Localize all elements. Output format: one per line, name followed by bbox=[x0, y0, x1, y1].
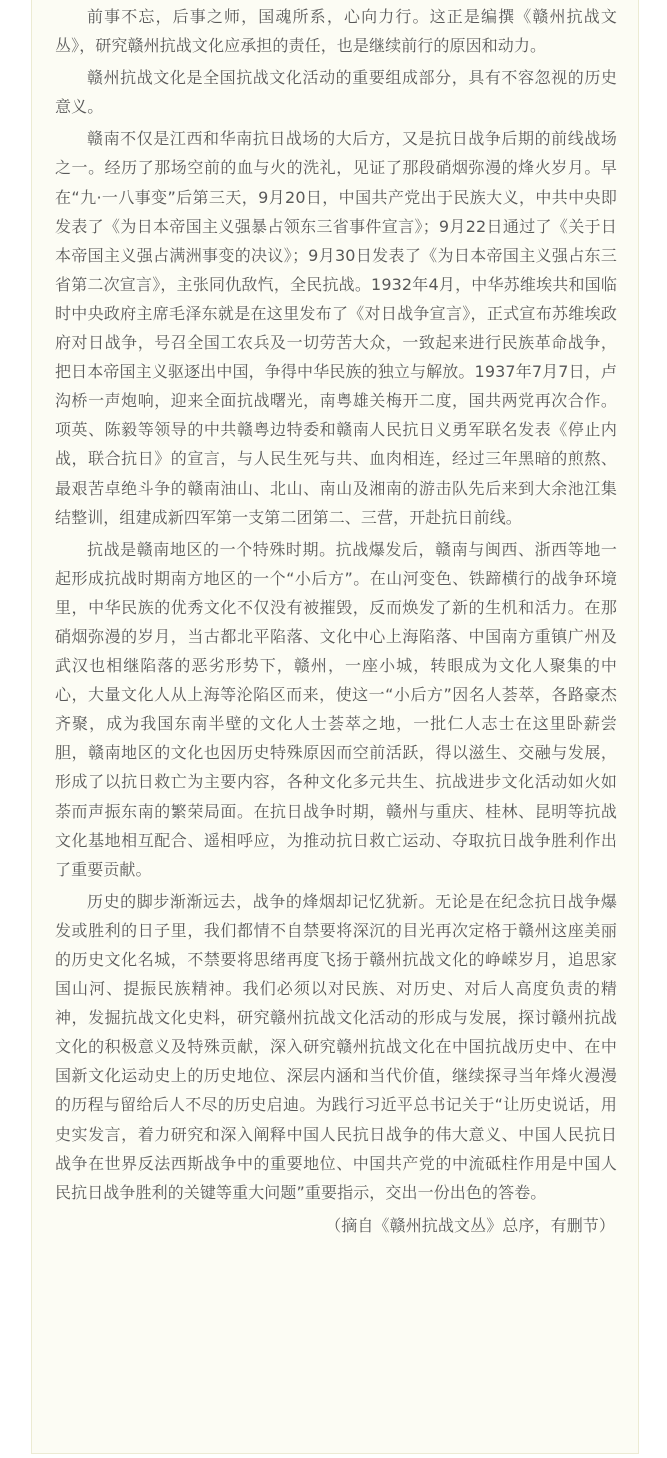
paragraph: 赣南不仅是江西和华南抗日战场的大后方，又是抗日战争后期的前线战场之一。经历了那场空前的血与火的洗礼，见证了那段硝烟弥漫的烽火岁月。早在“九·一八事变”后第三天，9月20日，中国共产党出于民族大义，中共中央即发表了《为日本帝国主义强暴占领东三省事件宣言》；9月22日通过了《关于日本帝国主义强占满洲事变的决议》；9月30日发表了《为日本帝国主义强占东三省第二次宣言》，主张同仇敌忾，全民抗战。1932年4月，中华苏维埃共和国临时中央政府主席毛泽东就是在这里发布了《对日战争宣言》，正式宣布苏维埃政府对日战争，号召全国工农兵及一切劳苦大众，一致起来进行民族革命战争，把日本帝国主义驱逐出中国，争得中华民族的独立与解放。1937年7月7日，卢沟桥一声炮响，迎来全面抗战曙光，南粤雄关梅开二度，国共两党再次合作。项英、陈毅等领导的中共赣粤边特委和赣南人民抗日义勇军联名发表《停止内战，联合抗日》的宣言，与人民生死与共、血肉相连，经过三年黑暗的煎熬、最艰苦卓绝斗争的赣南油山、北山、南山及湘南的游击队先后来到大余池江集结整训，组建成新四军第一支第二团第二、三营，开赴抗日前线。 bbox=[55, 129, 617, 527]
paragraph: 抗战是赣南地区的一个特殊时期。抗战爆发后，赣南与闽西、浙西等地一起形成抗战时期南方地区的一个“小后方”。在山河变色、铁蹄横行的战争环境里，中华民族的优秀文化不仅没有被摧毁，反而焕发了新的生机和活力。在那硝烟弥漫的岁月，当古都北平陷落、文化中心上海陷落、中国南方重镇广州及武汉也相继陷落的恶劣形势下，赣州，一座小城，转眼成为文化人聚集的中心，大量文化人从上海等沦陷区而来，使这一“小后方”因名人荟萃，各路豪杰齐聚，成为我国东南半壁的文化人士荟萃之地，一批仁人志士在这里卧薪尝胆，赣南地区的文化也因历史特殊原因而空前活跃，得以滋生、交融与发展，形成了以抗日救亡为主要内容，各种文化多元共生、抗战进步文化活动如火如荼而声振东南的繁荣局面。在抗日战争时期，赣州与重庆、桂林、昆明等抗战文化基地相互配合、遥相呼应，为推动抗日救亡运动、夺取抗日战争胜利作出了重要贡献。 bbox=[55, 539, 617, 879]
paragraph: 历史的脚步渐渐远去，战争的烽烟却记忆犹新。无论是在纪念抗日战争爆发或胜利的日子里，我们都情不自禁要将深沉的目光再次定格于赣州这座美丽的历史文化名城，不禁要将思绪再度飞扬于赣州抗战文化的峥嵘岁月，追思家国山河、提振民族精神。我们必须以对民族、对历史、对后人高度负责的精神，发掘抗战文化史料，研究赣州抗战文化活动的形成与发展，探讨赣州抗战文化的积极意义及特殊贡献，深入研究赣州抗战文化在中国抗战历史中、在中国新文化运动史上的历史地位、深层内涵和当代价值，继续探寻当年烽火漫漫的历程与留给后人不尽的历史启迪。为践行习近平总书记关于“让历史说话，用史实发言，着力研究和深入阐释中国人民抗日战争的伟大意义、中国人民抗日战争在世界反法西斯战争中的重要地位、中国共产党的中流砥柱作用是中国人民抗日战争胜利的关键等重大问题”重要指示，交出一份出色的答卷。 bbox=[55, 891, 617, 1202]
article-page bbox=[31, 0, 639, 1454]
paragraph: 赣州抗战文化是全国抗战文化活动的重要组成部分，具有不容忽视的历史意义。 bbox=[55, 68, 617, 117]
paragraph: 前事不忘，后事之师，国魂所系，心向力行。这正是编撰《赣州抗战文丛》，研究赣州抗战文化应承担的责任，也是继续前行的原因和动力。 bbox=[55, 7, 617, 56]
article-body bbox=[55, 0, 617, 1243]
source-citation: （摘自《赣州抗战文丛》总序，有删节） bbox=[325, 1215, 615, 1235]
